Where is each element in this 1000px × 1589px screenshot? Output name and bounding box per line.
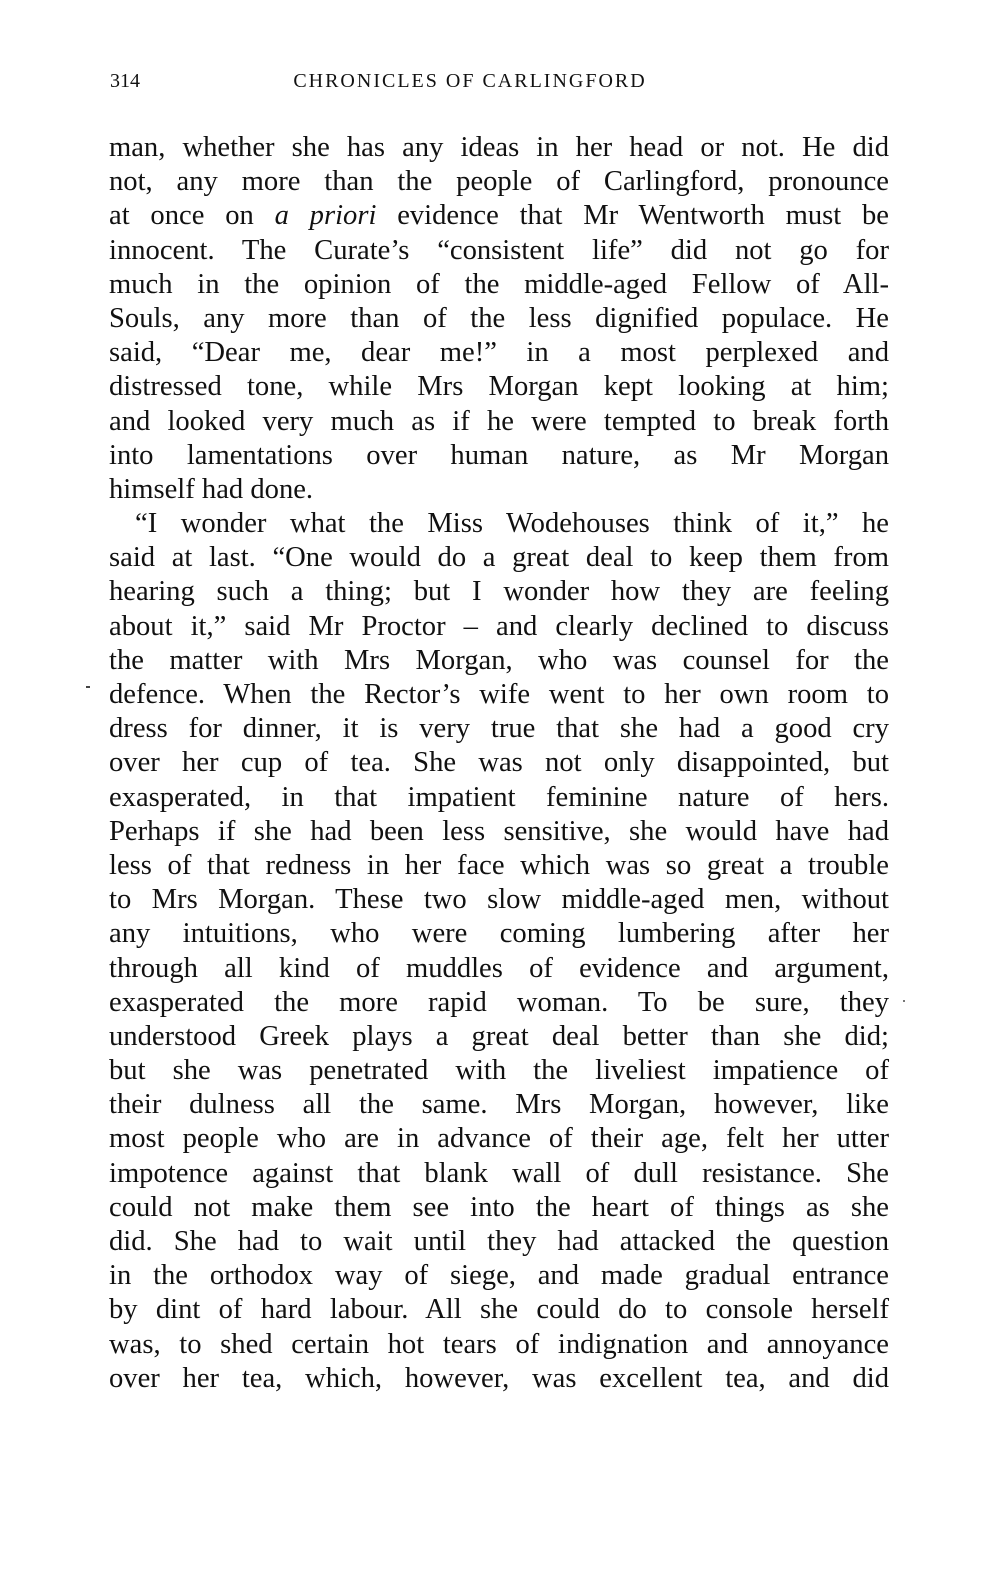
text-line: their dulness all the same. Mrs Morgan, however, like xyxy=(109,1089,889,1121)
text-line: man, whether she has any ideas in her head or not. He did xyxy=(109,132,889,163)
text-line: defence. When the Rector’s wife went to her own room to xyxy=(109,679,889,710)
text-line: himself had done. xyxy=(109,473,314,505)
text-line: the matter with Mrs Morgan, who was counsel for the xyxy=(109,644,889,676)
scan-speck xyxy=(86,686,90,688)
running-head xyxy=(110,70,890,100)
text-line: not, any more than the people of Carlingford, pronounce xyxy=(109,166,889,198)
text-line: Souls, any more than of the less dignified populace. He xyxy=(109,302,889,334)
text-line: into lamentations over human nature, as Mr Morgan xyxy=(109,439,889,471)
scan-speck xyxy=(903,1000,905,1002)
text-line: most people who are in advance of their age, felt her utter xyxy=(109,1123,889,1155)
text-line: “I wonder what the Miss Wodehouses think of it,” he xyxy=(135,508,889,540)
running-title: CHRONICLES OF CARLINGFORD xyxy=(293,70,647,92)
text-line: over her tea, which, however, was excellent tea, and did xyxy=(109,1362,889,1394)
text-line: impotence against that blank wall of dull resistance. She xyxy=(109,1157,889,1189)
text-line: dress for dinner, it is very true that she had a good cry xyxy=(109,713,889,745)
text-line: understood Greek plays a great deal better than she did; xyxy=(109,1020,889,1052)
text-line: distressed tone, while Mrs Morgan kept looking at him; xyxy=(109,371,889,403)
text-line: hearing such a thing; but I wonder how they are feeling xyxy=(109,576,889,608)
body-text xyxy=(109,131,889,1396)
text-line: exasperated, in that impatient feminine nature of hers. xyxy=(109,781,889,813)
page-number: 314 xyxy=(110,70,140,92)
text-line: by dint of hard labour. All she could do to console herself xyxy=(109,1294,889,1326)
text-line: in the orthodox way of siege, and made gradual entrance xyxy=(109,1260,889,1292)
text-line: through all kind of muddles of evidence and argument, xyxy=(109,952,889,984)
text-line: exasperated the more rapid woman. To be sure, they xyxy=(109,986,889,1018)
text-line: said, “Dear me, dear me!” in a most perplexed and xyxy=(109,337,889,369)
text-line: less of that redness in her face which was so great a trouble xyxy=(109,849,889,881)
text-line: said at last. “One would do a great deal to keep them from xyxy=(109,542,889,574)
text-line: did. She had to wait until they had attacked the question xyxy=(109,1226,889,1257)
text-line: at once on a priori evidence that Mr Wentworth must be xyxy=(109,200,889,232)
text-line: but she was penetrated with the liveliest impatience of xyxy=(109,1055,889,1087)
text-line: and looked very much as if he were tempted to break forth xyxy=(109,405,889,437)
text-line: Perhaps if she had been less sensitive, she would have had xyxy=(109,815,889,847)
text-line: was, to shed certain hot tears of indignation and annoyance xyxy=(109,1328,889,1360)
text-line: could not make them see into the heart of things as she xyxy=(109,1191,889,1223)
text-line: over her cup of tea. She was not only disappointed, but xyxy=(109,747,889,779)
text-line: any intuitions, who were coming lumbering after her xyxy=(109,918,889,950)
text-line: to Mrs Morgan. These two slow middle-aged men, without xyxy=(109,884,889,916)
italic-phrase: a priori xyxy=(274,200,377,232)
text-line: about it,” said Mr Proctor – and clearly declined to discuss xyxy=(109,610,889,642)
text-line: much in the opinion of the middle-aged Fellow of All- xyxy=(109,268,889,300)
text-line: innocent. The Curate’s “consistent life” did not go for xyxy=(109,234,889,266)
